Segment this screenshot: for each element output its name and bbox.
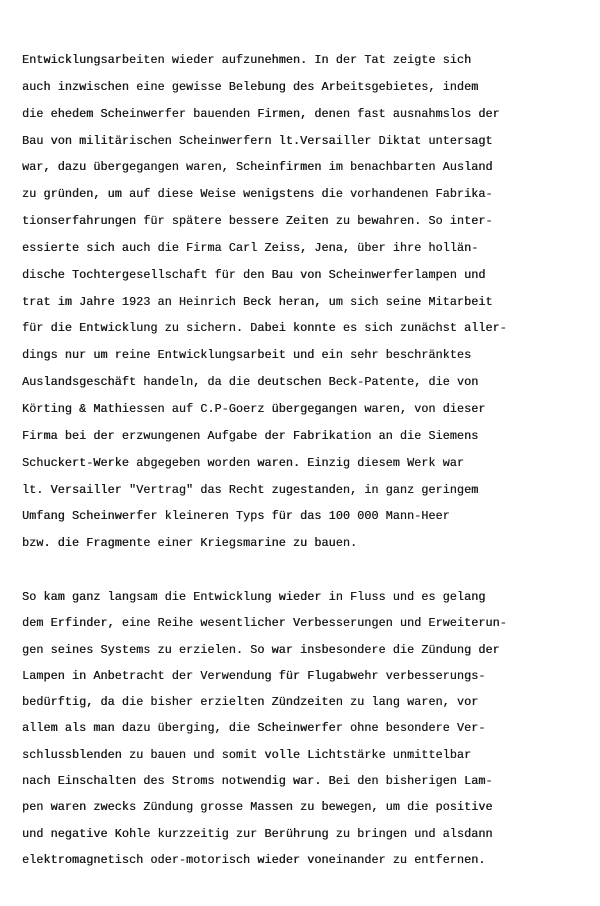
text-line: Bau von militärischen Scheinwerfern lt.Versailler Diktat untersagt <box>22 133 493 148</box>
text-line: pen waren zwecks Zündung grosse Massen zu bewegen, um die positive <box>22 800 493 815</box>
text-line: schlussblenden zu bauen und somit volle Lichtstärke unmittelbar <box>22 747 472 762</box>
text-line: Körting & Mathiessen auf C.P-Goerz übergegangen waren, von dieser <box>22 401 486 416</box>
text-line: trat im Jahre 1923 an Heinrich Beck heran, um sich seine Mitarbeit <box>22 294 493 309</box>
text-line: bzw. die Fragmente einer Kriegsmarine zu bauen. <box>22 536 358 551</box>
text-line: bedürftig, da die bisher erzielten Zündzeiten zu lang waren, vor <box>22 695 479 710</box>
text-line: die ehedem Scheinwerfer bauenden Firmen, denen fast ausnahmslos der <box>22 106 500 121</box>
paragraph-1 <box>22 47 592 557</box>
text-line: So kam ganz langsam die Entwicklung wieder in Fluss und es gelang <box>22 590 486 604</box>
text-line: zu gründen, um auf diese Weise wenigstens die vorhandenen Fabrika- <box>22 187 493 202</box>
text-line: dische Tochtergesellschaft für den Bau von Scheinwerferlampen und <box>22 267 486 282</box>
text-line: gen seines Systems zu erzielen. So war insbesondere die Zündung der <box>22 642 500 657</box>
text-line: lt. Versailler "Vertrag" das Recht zugestanden, in ganz geringem <box>22 482 479 497</box>
paragraph-2 <box>22 584 592 873</box>
text-line: Auslandsgeschäft handeln, da die deutschen Beck-Patente, die von <box>22 375 479 390</box>
text-line: Lampen in Anbetracht der Verwendung für Flugabwehr verbesserungs- <box>22 668 486 683</box>
text-line: Firma bei der erzwungenen Aufgabe der Fabrikation an die Siemens <box>22 428 479 443</box>
text-line: nach Einschalten des Stroms notwendig war. Bei den bisherigen Lam- <box>22 774 493 789</box>
text-line: Umfang Scheinwerfer kleineren Typs für das 100 000 Mann-Heer <box>22 509 450 524</box>
text-line: dem Erfinder, eine Reihe wesentlicher Verbesserungen und Erweiterun- <box>22 616 507 631</box>
text-line: essierte sich auch die Firma Carl Zeiss, Jena, über ihre hollän- <box>22 240 479 255</box>
text-line: für die Entwicklung zu sichern. Dabei konnte es sich zunächst aller- <box>22 321 507 336</box>
text-line: Schuckert-Werke abgegeben worden waren. Einzig diesem Werk war <box>22 455 465 470</box>
text-line: tionserfahrungen für spätere bessere Zeiten zu bewahren. So inter- <box>22 214 493 229</box>
text-line: Entwicklungsarbeiten wieder aufzunehmen. In der Tat zeigte sich <box>22 53 472 67</box>
text-line: elektromagnetisch oder-motorisch wieder voneinander zu entfernen. <box>22 852 486 867</box>
text-line: auch inzwischen eine gewisse Belebung des Arbeitsgebietes, indem <box>22 79 479 94</box>
text-line: und negative Kohle kurzzeitig zur Berührung zu bringen und alsdann <box>22 826 493 841</box>
text-line: war, dazu übergegangen waren, Scheinfirmen im benachbarten Ausland <box>22 160 493 175</box>
text-line: allem als man dazu überging, die Scheinwerfer ohne besondere Ver- <box>22 721 486 736</box>
text-line: dings nur um reine Entwicklungsarbeit und ein sehr beschränktes <box>22 348 472 363</box>
